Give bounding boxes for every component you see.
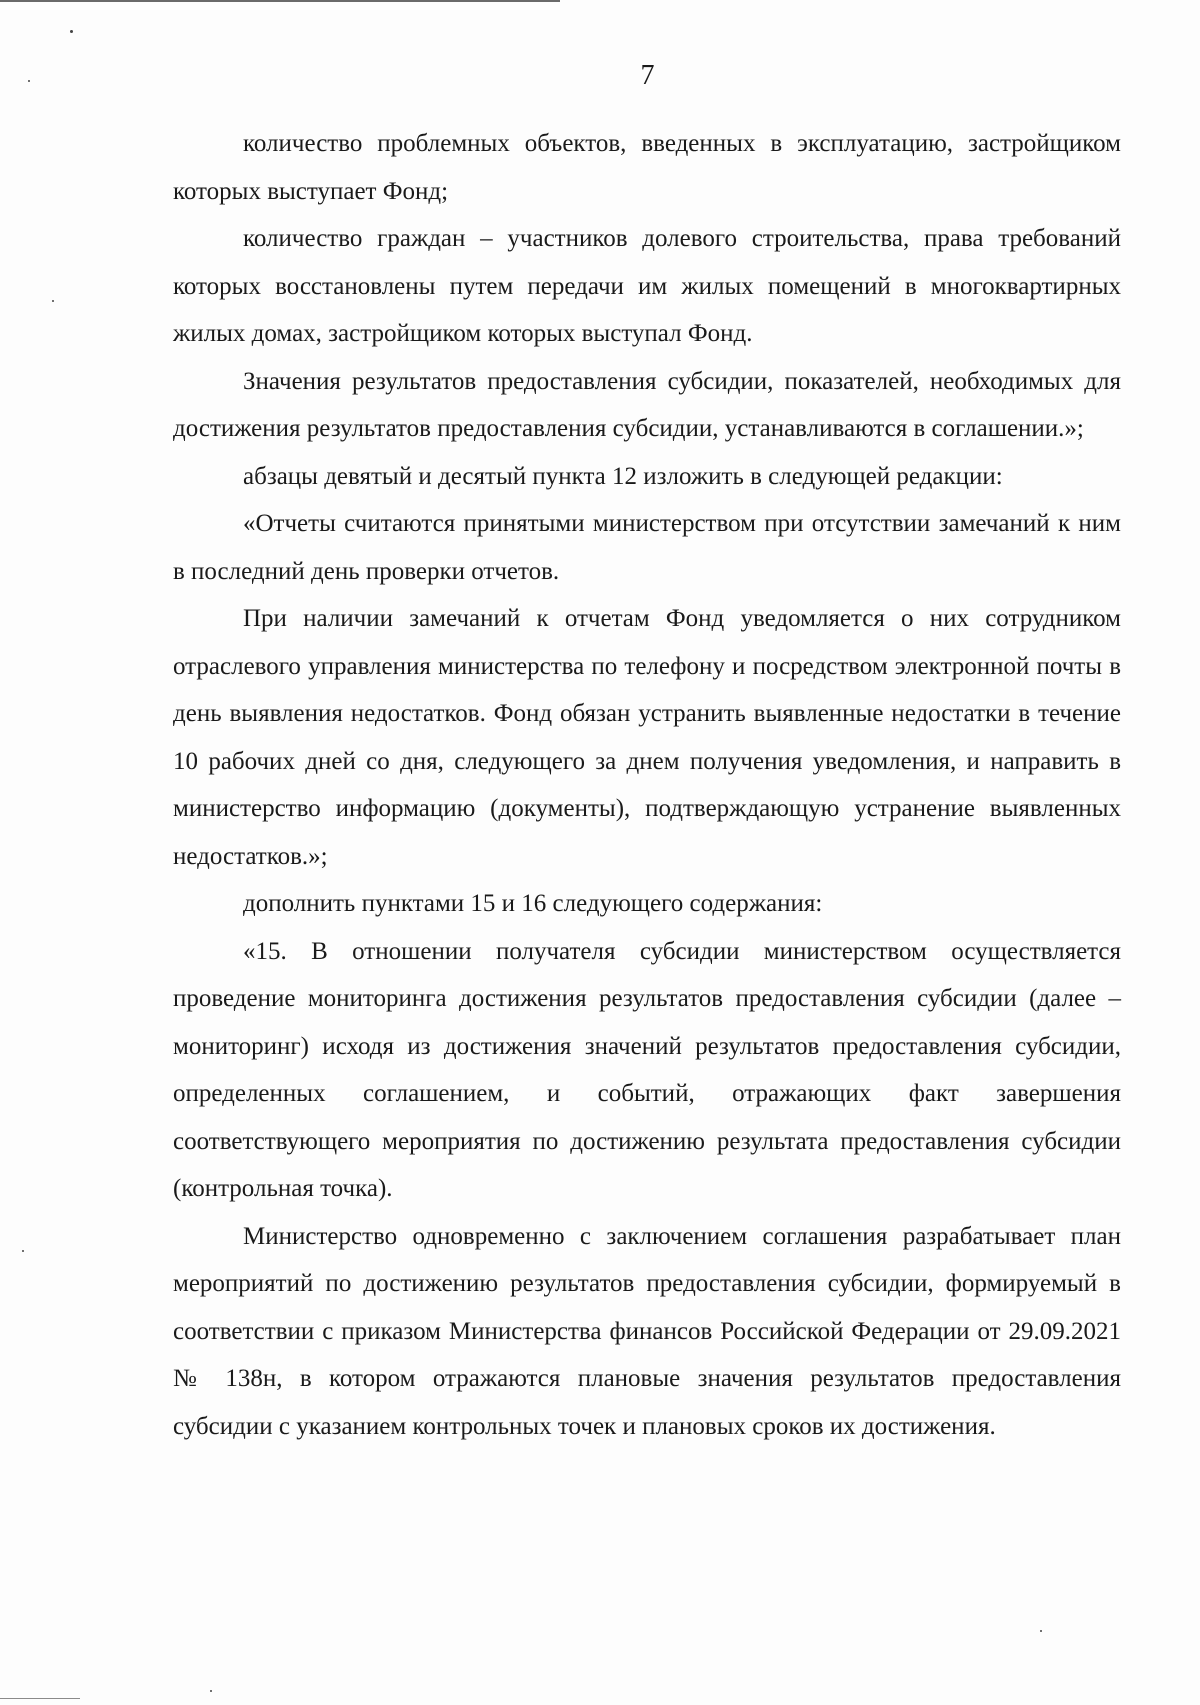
page-number: 7 [640,60,655,91]
scan-speck [70,30,73,33]
scan-speck [22,1250,24,1252]
paragraph: При наличии замечаний к отчетам Фонд уведомляется о них сотрудником отраслевого управления министерства по телефону и посредством электронной почты в день выявления недостатков. Фонд обязан устранить выявленные недостатки в течение 10 рабочих дней со дня, следующего за днем получения уведомления, и направить в министерство информацию (документы), подтверждающую устранение выявленных недостатков.»; [173,605,1121,870]
scan-edge-line-bottom [0,1698,80,1699]
paragraph: дополнить пунктами 15 и 16 следующего содержания: [243,890,823,917]
paragraph: «15. В отношении получателя субсидии министерством осуществляется проведение мониторинга достижения результатов предоставления субсидии (далее – мониторинг) исходя из достижения значений результатов предоставления субсидии, определенных соглашением, и событий, отражающих факт завершения соответствующего мероприятия по достижению результата предоставления субсидии (контрольная точка). [173,937,1121,1202]
paragraph: Значения результатов предоставления субсидии, показателей, необходимых для достижения результатов предоставления субсидии, устанавливаются в соглашении.»; [173,367,1121,442]
paragraph: количество граждан – участников долевого строительства, права требований которых восстановлены путем передачи им жилых помещений в многоквартирных жилых домах, застройщиком которых выступал Фонд. [173,225,1121,347]
scan-speck [1040,1630,1042,1632]
paragraph: Министерство одновременно с заключением соглашения разрабатывает план мероприятий по достижению результатов предоставления субсидии, формируемый в соответствии с приказом Министерства финансов Российской Федерации от 29.09.2021 № 138н, в котором отражаются плановые значения результатов предоставления субсидии с указанием контрольных точек и плановых сроков их достижения. [173,1222,1121,1440]
scan-speck [210,1690,212,1692]
scan-speck [52,300,54,302]
paragraph: количество проблемных объектов, введенных в эксплуатацию, застройщиком которых выступает Фонд; [173,130,1121,205]
paragraph: «Отчеты считаются принятыми министерством при отсутствии замечаний к ним в последний день проверки отчетов. [173,510,1121,585]
paragraph: абзацы девятый и десятый пункта 12 изложить в следующей редакции: [243,462,1003,490]
scan-edge-line-top [0,0,560,2]
document-body [173,120,1121,1450]
